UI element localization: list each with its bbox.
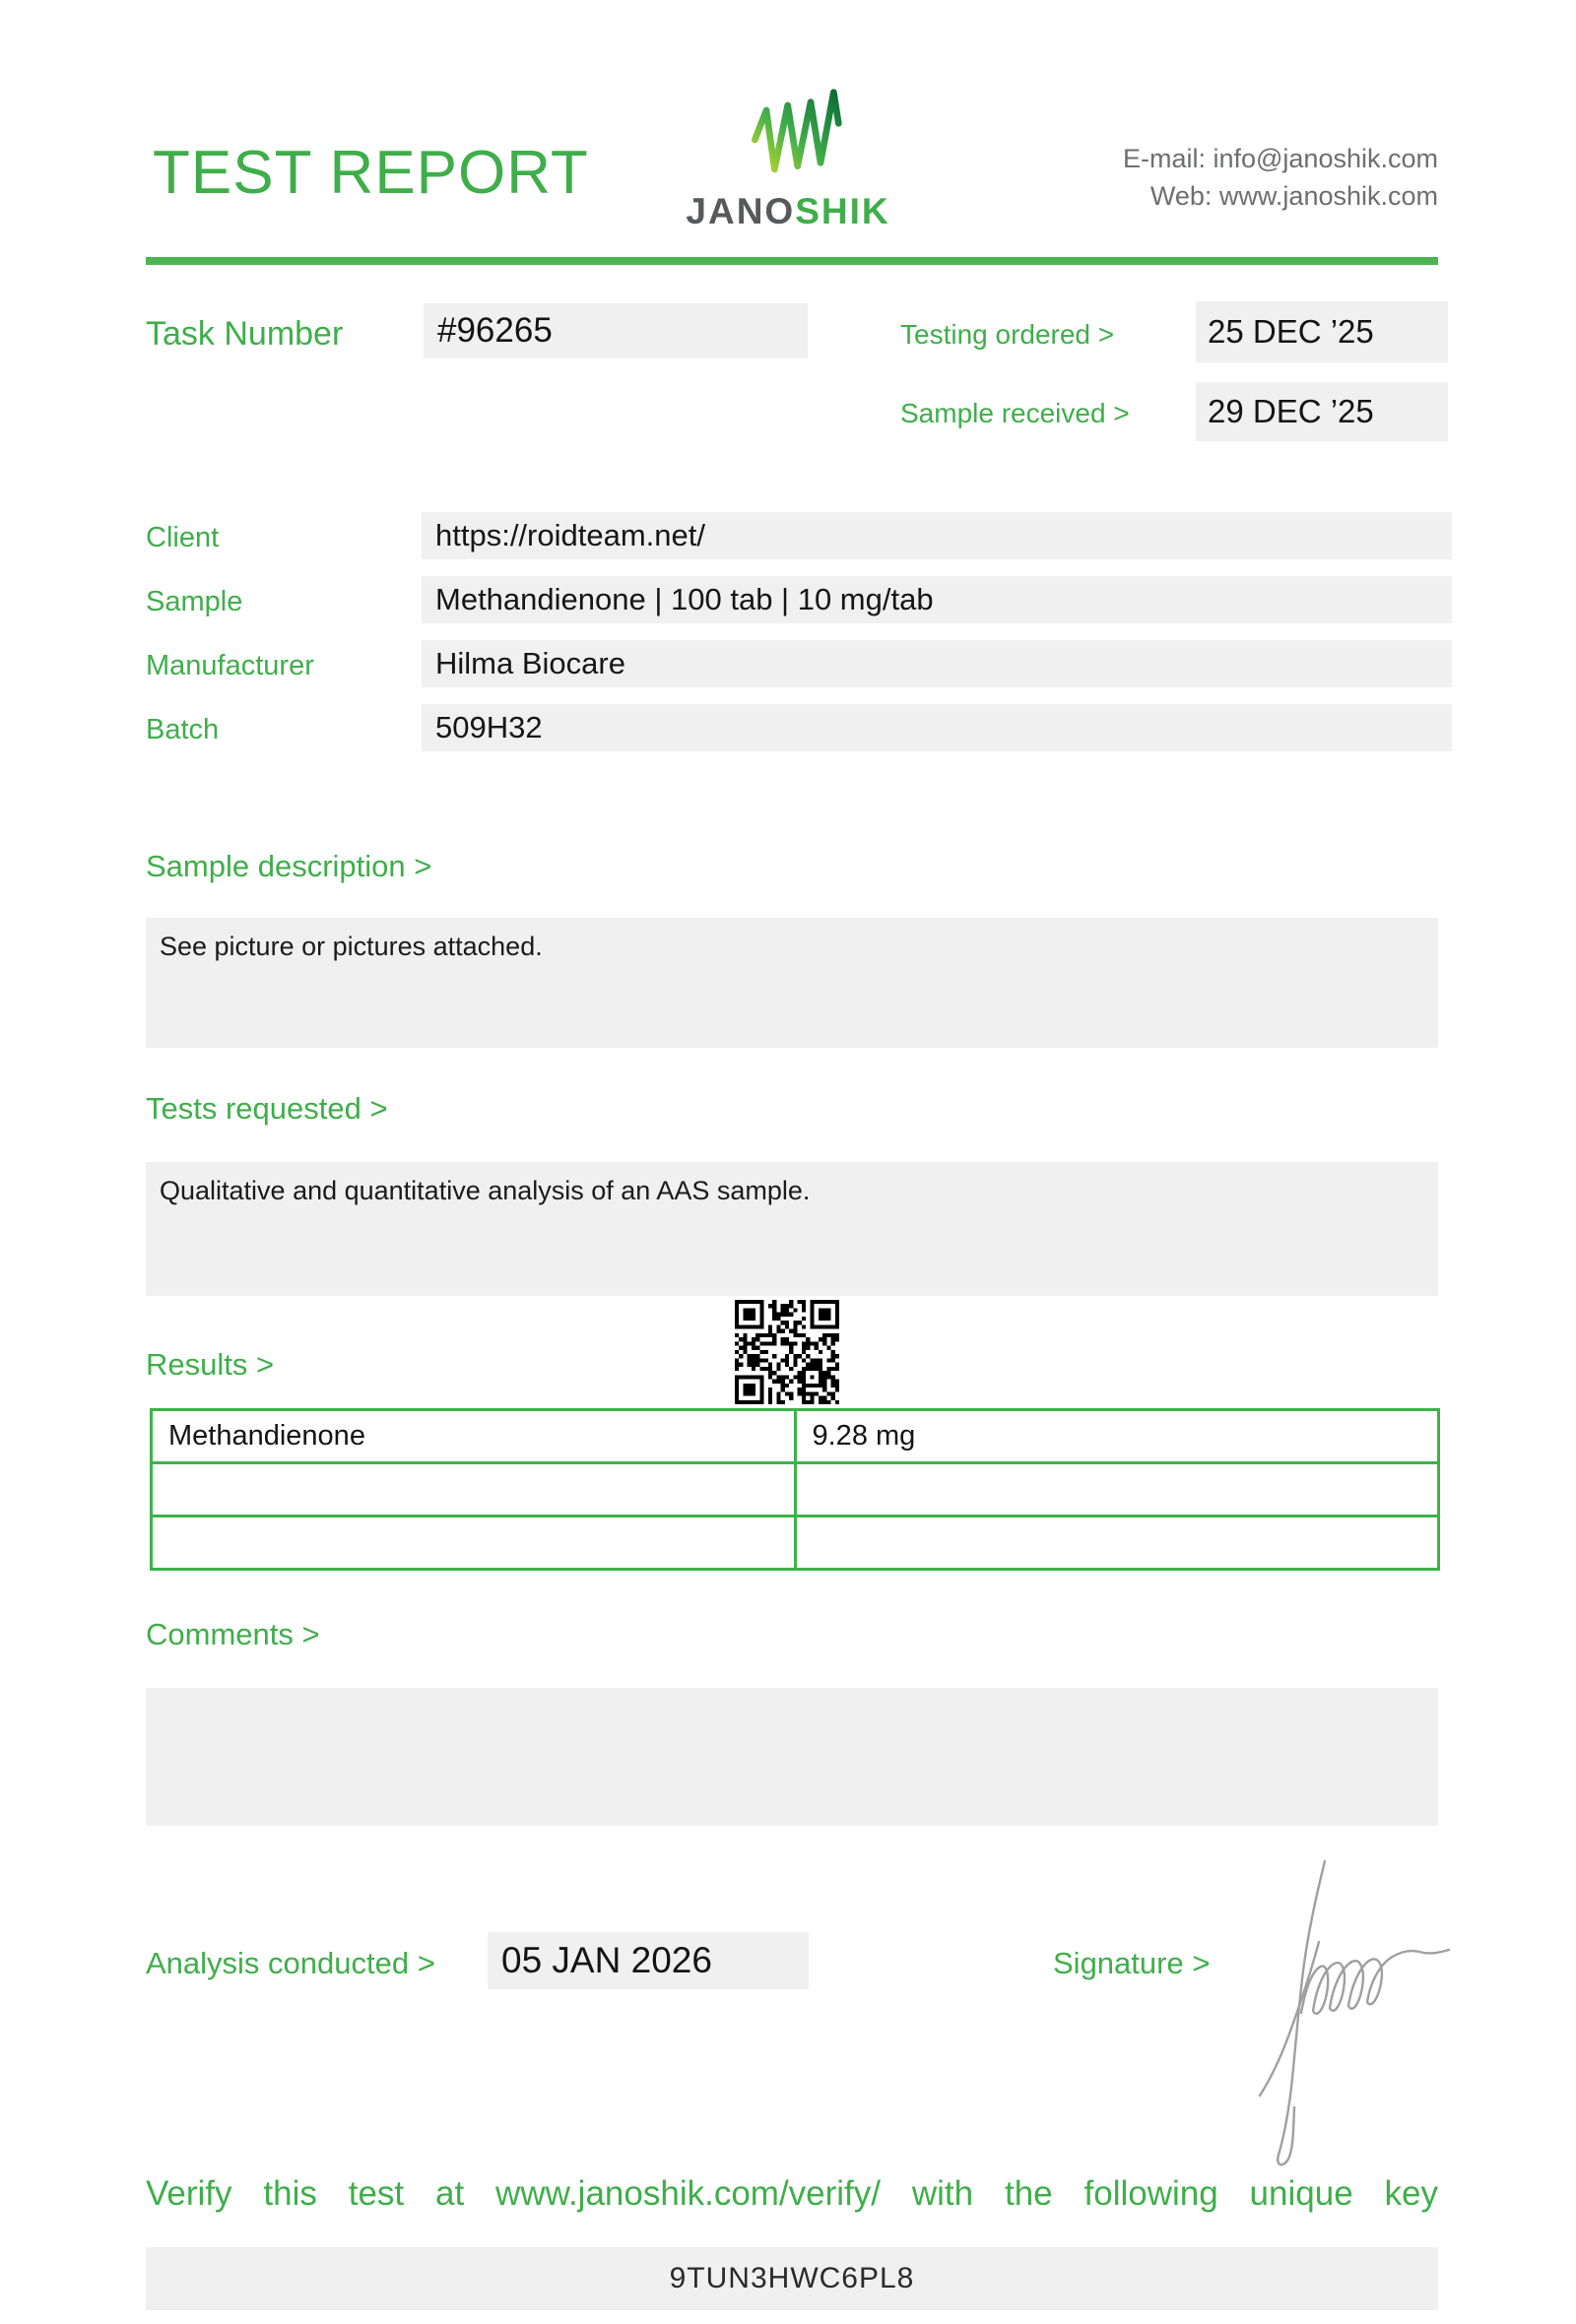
client-label: Client: [146, 522, 220, 553]
manufacturer-label: Manufacturer: [146, 650, 314, 681]
contact-email: E-mail: info@janoshik.com: [1122, 144, 1438, 173]
task-number-label: Task Number: [146, 315, 344, 353]
result-substance-cell: [152, 1517, 796, 1570]
header-divider: [146, 257, 1438, 265]
testing-ordered-label: Testing ordered >: [900, 319, 1115, 350]
signature-label: Signature >: [1053, 1946, 1211, 1980]
logo-shik: SHIK: [795, 191, 890, 231]
sample-description-heading: Sample description >: [146, 849, 432, 883]
table-row: [152, 1463, 1439, 1517]
sample-received-value: 29 DEC ’25: [1196, 382, 1448, 441]
results-heading: Results >: [146, 1347, 275, 1382]
analysis-conducted-value: 05 JAN 2026: [488, 1932, 809, 1989]
client-value: https://roidteam.net/: [422, 512, 1452, 559]
table-row: [152, 1517, 1439, 1570]
comments-box: [146, 1688, 1438, 1826]
contact-web: Web: www.janoshik.com: [1149, 181, 1438, 211]
batch-label: Batch: [146, 714, 220, 745]
testing-ordered-value: 25 DEC ’25: [1196, 301, 1448, 362]
verify-instruction: Verify this test at www.janoshik.com/verify/ with the following unique key: [146, 2174, 1438, 2213]
sample-received-label: Sample received >: [900, 398, 1130, 428]
result-substance-cell: Methandienone: [152, 1410, 796, 1463]
result-amount-cell: [795, 1517, 1439, 1570]
growth-chart-logo-icon: [747, 77, 845, 193]
sample-description-box: See picture or pictures attached.: [146, 918, 1438, 1048]
manufacturer-value: Hilma Biocare: [422, 640, 1452, 687]
verify-key: 9TUN3HWC6PL8: [146, 2247, 1438, 2310]
tests-requested-box: Qualitative and quantitative analysis of an AAS sample.: [146, 1162, 1438, 1296]
logo-jano: JANO: [686, 191, 796, 231]
qr-code: [735, 1300, 839, 1404]
page-title: TEST REPORT: [153, 139, 589, 207]
analysis-conducted-label: Analysis conducted >: [146, 1946, 435, 1980]
logo-wordmark: [640, 191, 936, 232]
table-row: [152, 1410, 1439, 1463]
result-amount-cell: 9.28 mg: [795, 1410, 1439, 1463]
result-substance-cell: [152, 1463, 796, 1517]
sample-value: Methandienone | 100 tab | 10 mg/tab: [422, 576, 1452, 623]
result-amount-cell: [795, 1463, 1439, 1517]
signature-scribble: [1236, 1847, 1482, 2172]
batch-value: 509H32: [422, 704, 1452, 751]
results-table: [150, 1408, 1440, 1571]
sample-label: Sample: [146, 586, 243, 617]
tests-requested-heading: Tests requested >: [146, 1091, 388, 1126]
task-number-value: #96265: [424, 303, 808, 358]
comments-heading: Comments >: [146, 1617, 320, 1651]
